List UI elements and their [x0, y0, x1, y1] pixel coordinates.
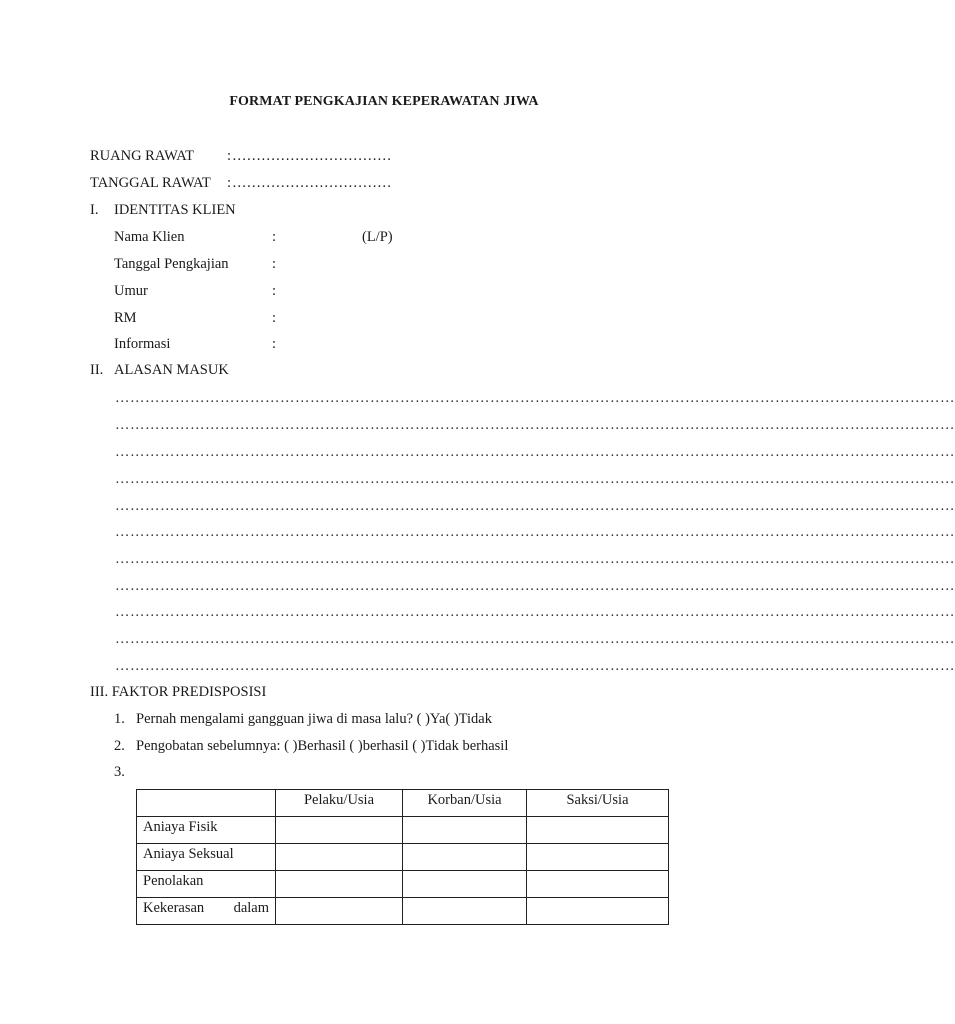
table-cell[interactable] — [403, 871, 527, 898]
predisposition-table — [136, 789, 669, 925]
field-informasi-sep: : — [272, 336, 277, 352]
item-number: 3. — [114, 764, 125, 780]
table-cell[interactable] — [527, 898, 669, 925]
dotted-line[interactable]: …………………………………………………………………………………………………………………………………………………… — [115, 390, 955, 406]
table-header-cell: Korban/Usia — [403, 790, 527, 817]
table-row — [137, 844, 669, 871]
section2-number: II. — [90, 362, 104, 378]
field-tanggal-pengkajian-sep: : — [272, 256, 277, 272]
row-label — [137, 898, 276, 925]
field-informasi-label: Informasi — [114, 336, 171, 352]
field-umur-label: Umur — [114, 283, 148, 299]
row-label-part: Kekerasan — [143, 900, 205, 916]
field-tanggal-pengkajian-label: Tanggal Pengkajian — [114, 256, 229, 272]
table-cell[interactable] — [403, 844, 527, 871]
dotted-line[interactable]: …………………………………………………………………………………………………………………………………………………… — [115, 658, 955, 674]
dotted-line[interactable]: …………………………………………………………………………………………………………………………………………………… — [115, 551, 955, 567]
table-row — [137, 817, 669, 844]
table-cell[interactable] — [527, 844, 669, 871]
dotted-line[interactable]: …………………………………………………………………………………………………………………………………………………… — [115, 417, 955, 433]
section1-title: IDENTITAS KLIEN — [114, 202, 236, 218]
table-header-cell — [137, 790, 276, 817]
item-number: 2. — [114, 738, 125, 754]
table-cell[interactable] — [403, 817, 527, 844]
ruang-rawat-sep: : — [227, 148, 232, 164]
field-umur-sep: : — [272, 283, 277, 299]
item-number: 1. — [114, 711, 125, 727]
dotted-line[interactable]: …………………………………………………………………………………………………………………………………………………… — [115, 524, 955, 540]
table-header-cell: Saksi/Usia — [527, 790, 669, 817]
dotted-line[interactable]: …………………………………………………………………………………………………………………………………………………… — [115, 498, 955, 514]
field-rm-label: RM — [114, 310, 137, 326]
table-cell[interactable] — [276, 844, 403, 871]
field-nama-klien-sep: : — [272, 229, 277, 245]
table-row — [137, 898, 669, 925]
field-nama-klien-label: Nama Klien — [114, 229, 185, 245]
table-cell[interactable] — [276, 898, 403, 925]
table-cell[interactable] — [276, 871, 403, 898]
dotted-line[interactable]: …………………………………………………………………………………………………………………………………………………… — [115, 604, 955, 620]
tanggal-rawat-label: TANGGAL RAWAT — [90, 175, 211, 191]
table-header-cell: Pelaku/Usia — [276, 790, 403, 817]
table-header-row — [137, 790, 669, 817]
field-rm-sep: : — [272, 310, 277, 326]
row-label: Penolakan — [137, 871, 276, 898]
ruang-rawat-label: RUANG RAWAT — [90, 148, 194, 164]
item-text[interactable]: Pernah mengalami gangguan jiwa di masa lalu? ( )Ya( )Tidak — [136, 711, 492, 727]
tanggal-rawat-sep: : — [227, 175, 232, 191]
table-cell[interactable] — [276, 817, 403, 844]
ruang-rawat-value[interactable]: …………………………… — [232, 148, 392, 164]
section2-title: ALASAN MASUK — [114, 362, 229, 378]
dotted-line[interactable]: …………………………………………………………………………………………………………………………………………………… — [115, 578, 955, 594]
page-title: FORMAT PENGKAJIAN KEPERAWATAN JIWA — [229, 94, 539, 109]
row-label: Aniaya Seksual — [137, 844, 276, 871]
table-cell[interactable] — [527, 871, 669, 898]
section3-title: III. FAKTOR PREDISPOSISI — [90, 684, 267, 700]
dotted-line[interactable]: …………………………………………………………………………………………………………………………………………………… — [115, 631, 955, 647]
dotted-line[interactable]: …………………………………………………………………………………………………………………………………………………… — [115, 444, 955, 460]
table-cell[interactable] — [403, 898, 527, 925]
item-text[interactable]: Pengobatan sebelumnya: ( )Berhasil ( )berhasil ( )Tidak berhasil — [136, 738, 509, 754]
row-label: Aniaya Fisik — [137, 817, 276, 844]
table-cell[interactable] — [527, 817, 669, 844]
dotted-line[interactable]: …………………………………………………………………………………………………………………………………………………… — [115, 471, 955, 487]
table-row — [137, 871, 669, 898]
field-gender-option[interactable]: (L/P) — [362, 229, 393, 245]
tanggal-rawat-value[interactable]: …………………………… — [232, 175, 392, 191]
section1-number: I. — [90, 202, 99, 218]
row-label-part: dalam — [233, 900, 269, 916]
